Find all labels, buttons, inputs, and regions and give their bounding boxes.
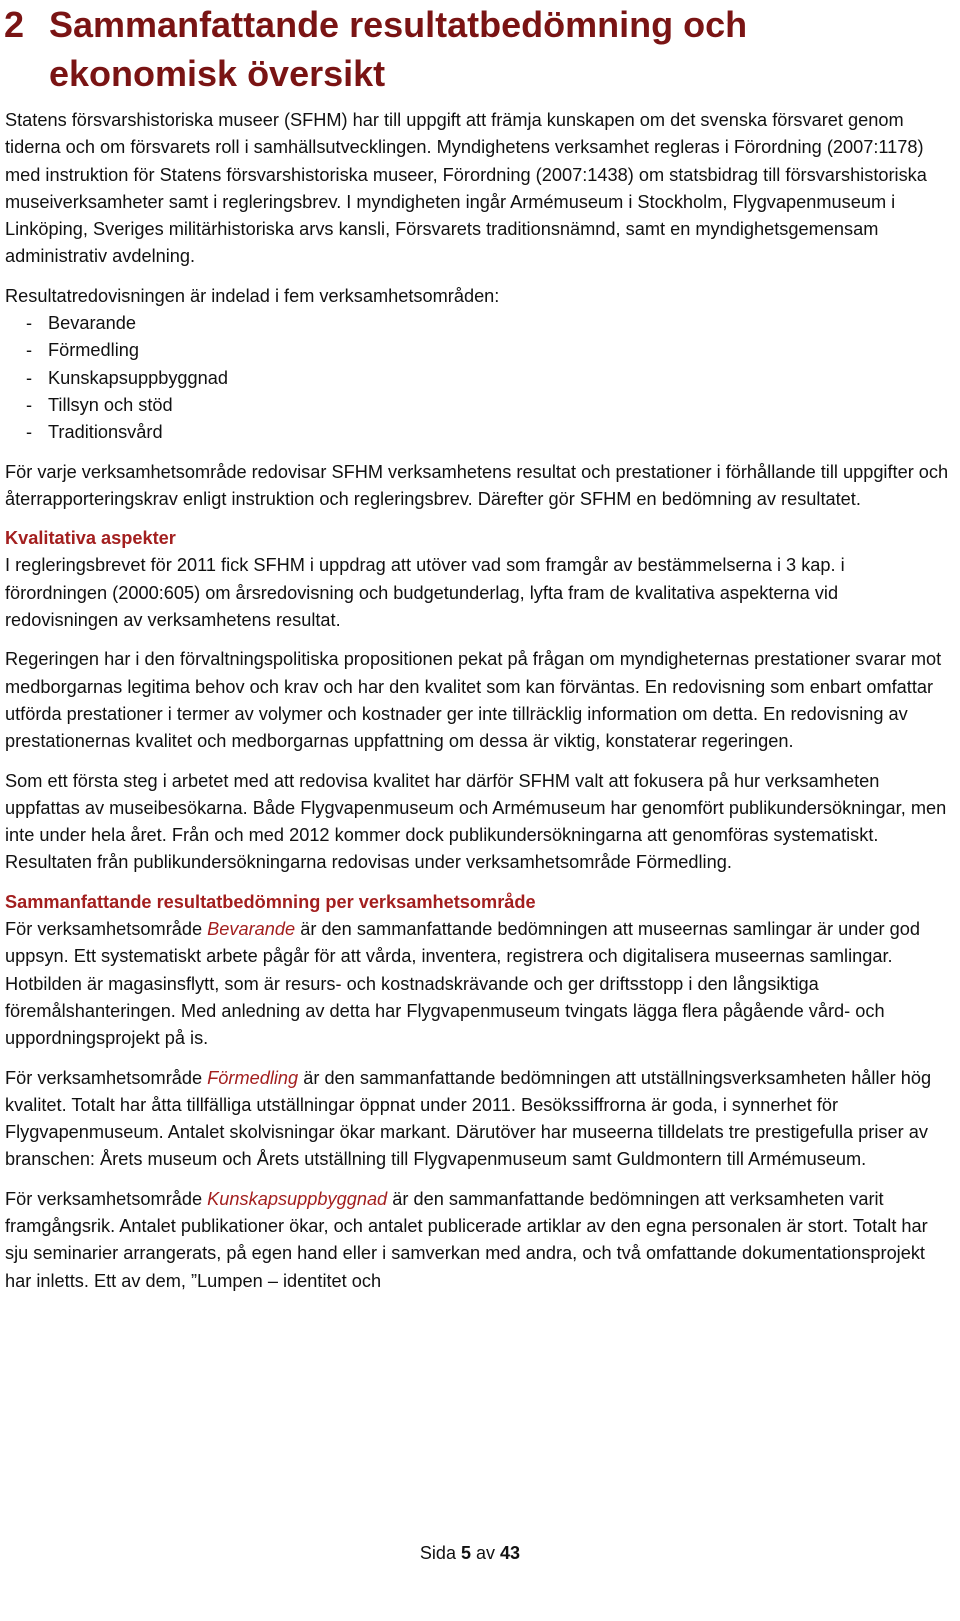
summary-formedling: För verksamhetsområde Förmedling är den sammanfattande bedömningen att utställningsverksamheten håller hög kvalitet. Totalt har åtta tillfälliga utställningar öppnat under 2011. Besökssiffrorna är goda, i synnerhet för Flygvapenmuseum. Antalet skolvisningar ökar markant. Därutöver har museerna tilldelats tre prestigefulla priser av branschen: Årets museum och Årets utställning till Flygvapenmuseum samt Guldmontern till Armémuseum. bbox=[5, 1067, 932, 1170]
document-body bbox=[5, 107, 950, 1307]
section-title: Sammanfattande resultatbedömning och ekonomisk översikt bbox=[49, 4, 748, 94]
quality-paragraph-3: Som ett första steg i arbetet med att redovisa kvalitet har därför SFHM valt att fokusera på hur verksamheten uppfattas av museibesökarna. Både Flygvapenmuseum och Armémuseum har genomfört publikundersökningar, men inte under hela året. Från och med 2012 kommer dock publikundersökningarna att genomföras systematiskt. Resultaten från publikundersökningarna redovisas under verksamhetsområde Förmedling. bbox=[5, 770, 947, 873]
section-number: 2 bbox=[4, 4, 25, 45]
summary-bevarande: För verksamhetsområde Bevarande är den sammanfattande bedömningen att museernas samlingar är under god uppsyn. Ett systematiskt arbete pågår för att vårda, inventera, registrera och digitalisera museernas samlingar. Hotbilden är magasinsflytt, som är resurs- och kostnadskrävande och ger driftsstopp i den långsiktiga föremålshanteringen. Med anledning av detta har Flygvapenmuseum tvingats lägga flera pågående vård- och uppordningsprojekt på is. bbox=[5, 919, 920, 1049]
reporting-paragraph: För varje verksamhetsområde redovisar SFHM verksamhetens resultat och prestationer i förhållande till uppgifter och återrapporteringskrav enligt instruktion och regleringsbrev. Därefter gör SFHM en bedömning av resultatet. bbox=[5, 461, 949, 509]
summary-kunskap: För verksamhetsområde Kunskapsuppbyggnad är den sammanfattande bedömningen att verksamheten varit framgångsrik. Antalet publikationer ökar, och antalet publicerade artiklar av den egna personalen är stort. Totalt har sju seminarier arrangerats, på egen hand eller i samverkan med andra, och två omfattande dokumentationsprojekt har inletts. Ett av dem, ”Lumpen – identitet och bbox=[5, 1188, 928, 1291]
list-item: - Förmedling bbox=[26, 340, 139, 361]
term-bevarande: Bevarande bbox=[207, 919, 296, 940]
list-item: - Traditionsvård bbox=[26, 422, 163, 443]
term-formedling: Förmedling bbox=[207, 1067, 299, 1088]
list-item: - Tillsyn och stöd bbox=[26, 394, 173, 415]
quality-paragraph-2: Regeringen har i den förvaltningspolitiska propositionen pekat på frågan om myndigheternas prestationer svarar mot medborgarnas legitima behov och krav och har den kvalitet som kan förväntas. En redovisning som enbart omfattar utförda prestationer i termer av volymer och kostnader ger inte tillräcklig information om detta. En redovisning av prestationernas kvalitet och medborgarnas uppfattning om dessa är viktig, konstaterar regeringen. bbox=[5, 649, 942, 752]
section-heading bbox=[4, 0, 944, 98]
page-total: 43 bbox=[500, 1543, 521, 1563]
quality-heading: Kvalitativa aspekter bbox=[5, 528, 176, 549]
summary-heading: Sammanfattande resultatbedömning per verksamhetsområde bbox=[5, 891, 536, 912]
list-item: - Bevarande bbox=[26, 313, 136, 334]
quality-paragraph-1: I regleringsbrevet för 2011 fick SFHM i uppdrag att utöver vad som framgår av bestämmelserna i 3 kap. i förordningen (2000:605) om årsredovisning och budgetunderlag, lyfta fram de kvalitativa aspekterna vid redovisningen av verksamhetens resultat. bbox=[5, 555, 845, 631]
areas-list bbox=[5, 310, 950, 446]
list-item: - Kunskapsuppbyggnad bbox=[26, 367, 229, 388]
areas-intro: Resultatredovisningen är indelad i fem verksamhetsområden: bbox=[5, 285, 500, 306]
term-kunskap: Kunskapsuppbyggnad bbox=[207, 1188, 388, 1209]
intro-paragraph: Statens försvarshistoriska museer (SFHM) har till uppgift att främja kunskapen om det svenska försvaret genom tiderna och om försvarets roll i samhällsutvecklingen. Myndighetens verksamhet regleras i Förordning (2007:1178) med instruktion för Statens försvarshistoriska museer, Förordning (2007:1438) om statsbidrag till försvarshistoriska museiverksamheter samt i regleringsbrev. I myndigheten ingår Armémuseum i Stockholm, Flygvapenmuseum i Linköping, Sveriges militärhistoriska arvs kansli, Försvarets traditionsnämnd, samt en myndighetsgemensam administrativ avdelning. bbox=[5, 110, 927, 267]
page-footer: Sida 5 av 43 bbox=[419, 1543, 521, 1563]
page-number: 5 bbox=[460, 1543, 471, 1563]
